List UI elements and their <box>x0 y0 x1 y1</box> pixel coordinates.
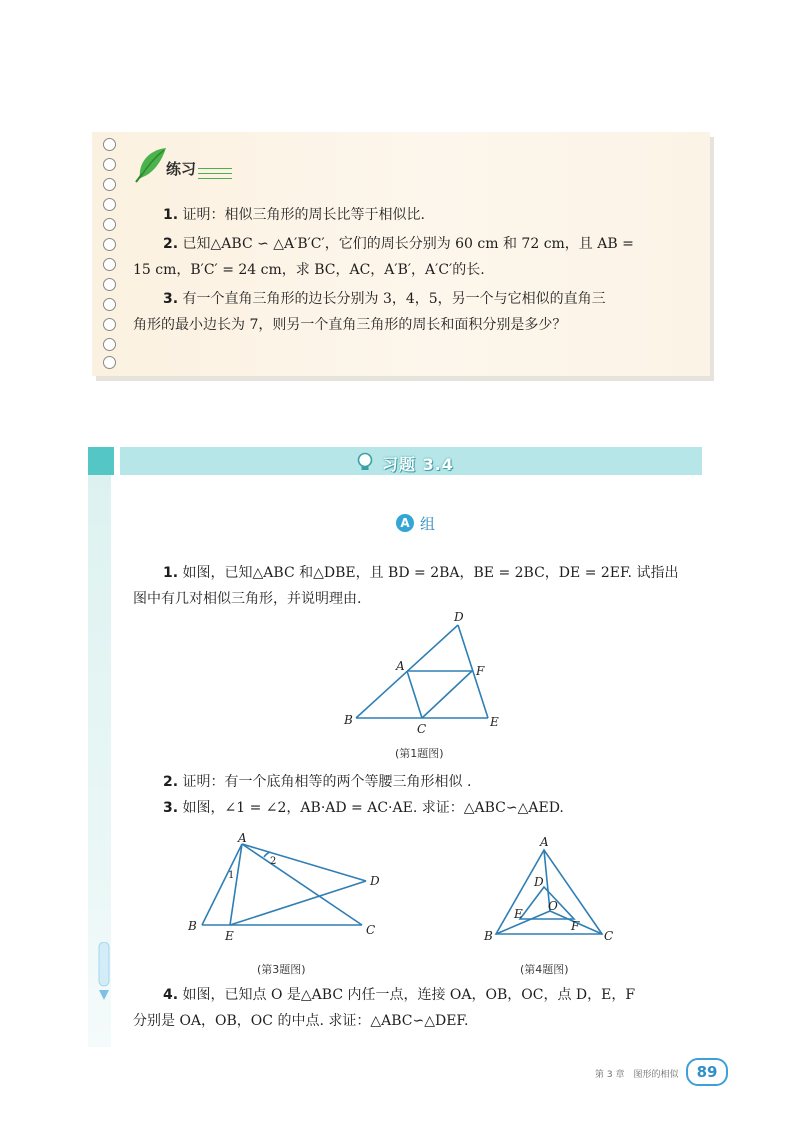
fig4-label-D: D <box>534 875 544 889</box>
practice-item-2: 2. 已知△ABC ∽ △A′B′C′，它们的周长分别为 60 cm 和 72 cm，且 AB = <box>163 236 634 252</box>
figure-4 <box>478 832 628 947</box>
bookmark-drop-icon <box>97 942 111 1002</box>
fig3-line-AD <box>242 844 366 881</box>
fig3-label-1: 1 <box>228 870 235 881</box>
fig4-triangle-DEF <box>520 887 574 919</box>
exercise-item-3: 3. 如图，∠1 = ∠2，AB·AD = AC·AE. 求证：△ABC∽△AED. <box>163 800 564 816</box>
exercise-item-4: 4. 如图，已知点 O 是△ABC 内任一点，连接 OA，OB，OC，点 D，E，F <box>163 987 636 1003</box>
fig3-label-E: E <box>225 929 234 943</box>
notebook-ring-icon <box>103 218 116 231</box>
fig3-label-A: A <box>238 831 247 845</box>
title-underline <box>198 173 232 174</box>
exercise-item-4-cont: 分别是 OA，OB，OC 的中点. 求证：△ABC∽△DEF. <box>133 1013 469 1029</box>
notebook-ring-icon <box>103 258 116 271</box>
fig1-label-C: C <box>417 722 427 736</box>
fig4-label-B: B <box>484 929 493 943</box>
practice-item-3-cont: 角形的最小边长为 7，则另一个直角三角形的周长和面积分别是多少？ <box>133 317 567 333</box>
fig1-line-CF <box>422 671 472 718</box>
exercise-header-square <box>88 447 114 475</box>
fig3-line-ED <box>230 881 366 925</box>
notebook-ring-icon <box>103 158 116 171</box>
fig4-label-E: E <box>514 907 523 921</box>
fig1-label-D: D <box>454 610 464 624</box>
leaf-pen-icon <box>132 144 170 184</box>
fig4-label-A: A <box>540 835 549 849</box>
fig3-label-C: C <box>366 923 376 937</box>
figure-4-caption: (第4题图) <box>520 963 569 976</box>
fig4-label-F: F <box>571 919 580 933</box>
fig1-label-E: E <box>490 715 499 729</box>
fig1-label-B: B <box>344 713 353 727</box>
fig3-label-B: B <box>188 919 197 933</box>
notebook-ring-icon <box>103 356 116 369</box>
notebook-ring-icon <box>103 278 116 291</box>
notebook-ring-icon <box>103 198 116 211</box>
notebook-ring-icon <box>103 178 116 191</box>
group-badge: A <box>396 514 414 532</box>
notebook-ring-icon <box>103 318 116 331</box>
notebook-ring-icon <box>103 298 116 311</box>
figure-3-caption: (第3题图) <box>257 963 306 976</box>
fig3-label-2: 2 <box>270 856 277 867</box>
bulb-icon <box>354 451 376 473</box>
notebook-ring-icon <box>103 238 116 251</box>
practice-item-3: 3. 有一个直角三角形的边长分别为 3，4，5，另一个与它相似的直角三 <box>163 291 606 307</box>
fig1-line-AC <box>407 671 422 718</box>
notebook-ring-icon <box>103 138 116 151</box>
exercise-title: 习题 3.4 <box>382 455 454 474</box>
fig1-label-F: F <box>476 664 485 678</box>
fig4-label-O: O <box>548 899 558 913</box>
figure-1 <box>330 608 530 738</box>
title-underline <box>198 168 232 169</box>
practice-item-2-cont: 15 cm，B′C′ = 24 cm，求 BC，AC，A′B′，A′C′的长. <box>133 262 485 278</box>
figure-3 <box>180 830 400 945</box>
fig1-label-A: A <box>396 659 405 673</box>
exercise-item-1-cont: 图中有几对相似三角形，并说明理由. <box>133 591 362 607</box>
fig4-label-C: C <box>604 929 614 943</box>
title-underline <box>198 178 232 179</box>
page-number: 89 <box>686 1058 728 1086</box>
footer-chapter: 第 3 章 图形的相似 <box>595 1070 679 1080</box>
practice-item-1: 1. 证明：相似三角形的周长比等于相似比. <box>163 207 425 223</box>
fig3-label-D: D <box>370 874 380 888</box>
notebook-ring-icon <box>103 338 116 351</box>
practice-title: 练习 <box>166 160 197 178</box>
group-label: 组 <box>420 515 436 533</box>
exercise-item-2: 2. 证明：有一个底角相等的两个等腰三角形相似 . <box>163 774 472 790</box>
fig3-line-AC <box>242 844 362 925</box>
exercise-item-1: 1. 如图，已知△ABC 和△DBE，且 BD = 2BA，BE = 2BC，DE = 2EF. 试指出 <box>163 565 679 581</box>
figure-1-caption: (第1题图) <box>395 747 444 760</box>
